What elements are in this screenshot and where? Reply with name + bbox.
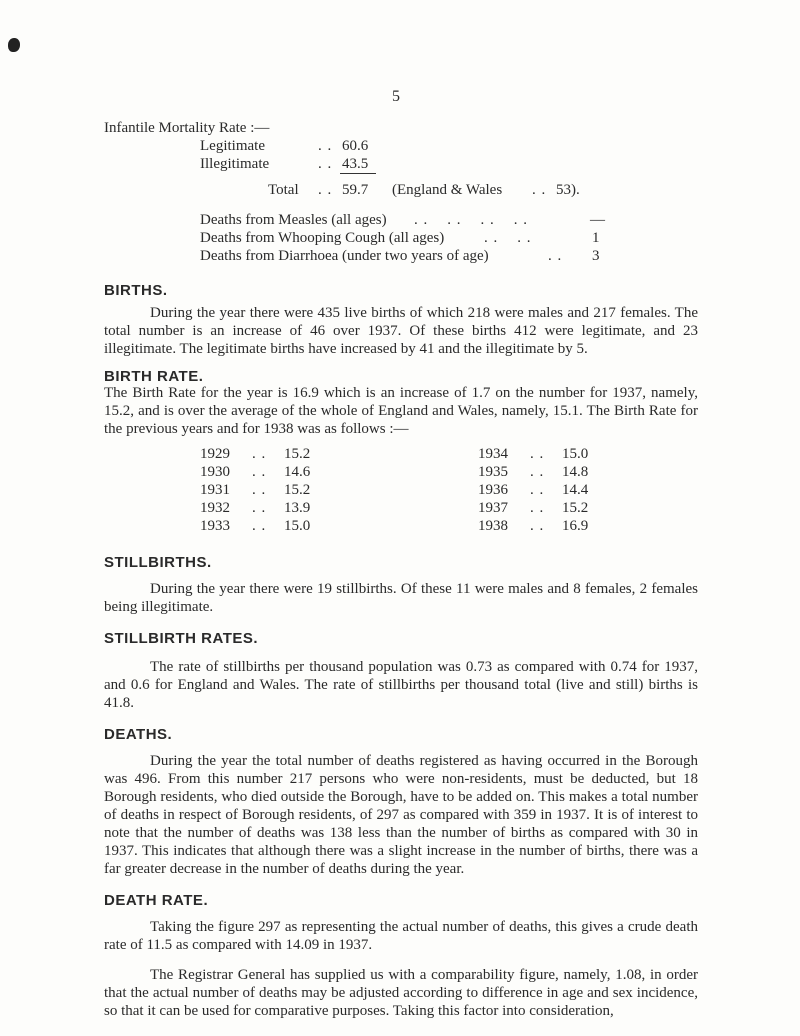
- rate-cell: 15.0: [284, 518, 311, 534]
- leader-dots: . .: [252, 482, 267, 498]
- england-wales-value: 53).: [556, 182, 580, 198]
- leader-dots: . . . . . . . .: [414, 212, 528, 228]
- deaths-heading: DEATHS.: [104, 726, 173, 743]
- leader-dots: . .: [530, 464, 545, 480]
- rate-cell: 14.8: [562, 464, 589, 480]
- deaths-diarrhoea-value: 3: [592, 248, 600, 264]
- year-cell: 1938: [478, 518, 508, 534]
- stillbirths-heading: STILLBIRTHS.: [104, 554, 212, 571]
- leader-dots: . .: [318, 182, 333, 198]
- leader-dots: . .: [252, 464, 267, 480]
- stillbirth-rates-paragraph: The rate of stillbirths per thousand population was 0.73 as compared with 0.74 for 1937, and 0.6 for England and Wales. The rate of stillbirths per thousand total (live and still) births is 41.8.: [104, 659, 698, 711]
- rate-cell: 15.2: [284, 482, 311, 498]
- rate-cell: 15.2: [562, 500, 589, 516]
- year-cell: 1930: [200, 464, 230, 480]
- year-cell: 1932: [200, 500, 230, 516]
- total-label: Total: [268, 182, 299, 198]
- leader-dots: . .: [530, 446, 545, 462]
- ink-blot: [8, 38, 20, 52]
- death-rate-heading: DEATH RATE.: [104, 892, 209, 909]
- leader-dots: . . . .: [484, 230, 532, 246]
- leader-dots: . .: [530, 482, 545, 498]
- leader-dots: . .: [530, 500, 545, 516]
- year-cell: 1931: [200, 482, 230, 498]
- page-number: 5: [392, 88, 400, 105]
- year-cell: 1929: [200, 446, 230, 462]
- leader-dots: . .: [530, 518, 545, 534]
- birth-rate-heading: BIRTH RATE.: [104, 368, 204, 385]
- stillbirth-rates-heading: STILLBIRTH RATES.: [104, 630, 259, 647]
- rate-cell: 16.9: [562, 518, 589, 534]
- year-cell: 1934: [478, 446, 508, 462]
- death-rate-paragraph-1: Taking the figure 297 as representing the actual number of deaths, this gives a crude death rate of 11.5 as compared with 14.09 in 1937.: [104, 919, 698, 953]
- rate-cell: 15.0: [562, 446, 589, 462]
- deaths-whooping-value: 1: [592, 230, 600, 246]
- rate-cell: 15.2: [284, 446, 311, 462]
- leader-dots: . .: [252, 446, 267, 462]
- year-cell: 1936: [478, 482, 508, 498]
- leader-dots: . .: [252, 500, 267, 516]
- deaths-measles-value: —: [590, 212, 605, 228]
- illegitimate-label: Illegitimate: [200, 156, 270, 172]
- total-value: 59.7: [342, 182, 369, 198]
- rate-cell: 14.6: [284, 464, 311, 480]
- births-paragraph: During the year there were 435 live births of which 218 were males and 217 females. The total number is an increase of 46 over 1937. Of these births 412 were legitimate, and 23 illegitimate. The legitimate births have increased by 41 and the illegitimate by 5.: [104, 305, 698, 357]
- deaths-measles-label: Deaths from Measles (all ages): [200, 212, 387, 228]
- legitimate-value: 60.6: [342, 138, 369, 154]
- birth-rate-paragraph: The Birth Rate for the year is 16.9 which is an increase of 1.7 on the number for 1937, namely, 15.2, and is over the average of the whole of England and Wales, namely, 15.1. The Birth Rate for the previous years and for 1938 was as follows :—: [104, 385, 698, 437]
- year-cell: 1933: [200, 518, 230, 534]
- leader-dots: . .: [318, 156, 333, 172]
- deaths-whooping-label: Deaths from Whooping Cough (all ages): [200, 230, 445, 246]
- deaths-diarrhoea-label: Deaths from Diarrhoea (under two years of age): [200, 248, 489, 264]
- death-rate-paragraph-2: The Registrar General has supplied us with a comparability figure, namely, 1.08, in order that the actual number of deaths may be adjusted according to difference in age and sex incidence, so that it can be used for comparative purposes. Taking this factor into consideration,: [104, 967, 698, 1019]
- leader-dots: . .: [318, 138, 333, 154]
- leader-dots: . .: [252, 518, 267, 534]
- legitimate-label: Legitimate: [200, 138, 265, 154]
- sum-rule: [340, 173, 376, 174]
- leader-dots: . .: [532, 182, 547, 198]
- births-heading: BIRTHS.: [104, 282, 168, 299]
- deaths-paragraph: During the year the total number of deaths registered as having occurred in the Borough was 496. From this number 217 persons who were non-residents, must be deducted, but 18 Borough residents, who died outside the Borough, have to be added on. This makes a total number of deaths in respect of Borough residents, of 297 as compared with 359 in 1937. It is of interest to note that the number of deaths was 138 less than the number of births as compared with 30 in 1937. This indicates that although there was a slight increase in the number of births, there was a far greater decrease in the number of deaths during the year.: [104, 753, 698, 877]
- england-wales-note: (England & Wales: [392, 182, 503, 198]
- rate-cell: 14.4: [562, 482, 589, 498]
- year-cell: 1937: [478, 500, 508, 516]
- leader-dots: . .: [548, 248, 563, 264]
- illegitimate-value: 43.5: [342, 156, 369, 172]
- infant-mortality-title: Infantile Mortality Rate :—: [104, 120, 270, 136]
- rate-cell: 13.9: [284, 500, 311, 516]
- stillbirths-paragraph: During the year there were 19 stillbirths. Of these 11 were males and 8 females, 2 females being illegitimate.: [104, 581, 698, 615]
- year-cell: 1935: [478, 464, 508, 480]
